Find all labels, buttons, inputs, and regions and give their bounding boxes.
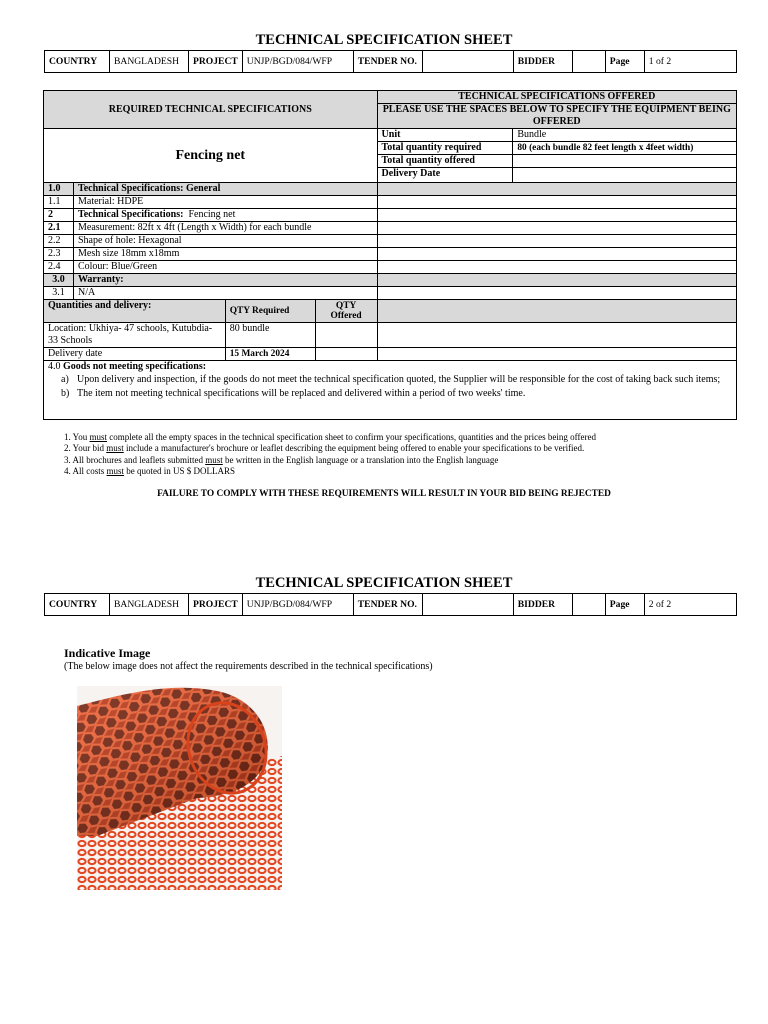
qty-offered-heading: QTY Offered	[315, 300, 377, 323]
spec-offered	[377, 209, 736, 222]
location-offered	[377, 323, 736, 348]
qty-heading: Quantities and delivery:	[44, 300, 226, 323]
goods-heading: Goods not meeting specifications:	[63, 361, 207, 372]
goods-item-text: Upon delivery and inspection, if the goods do not meet the technical specification quoted, the Supplier will be responsible for the cost of taking back such items;	[77, 374, 721, 385]
delivery-value: 15 March 2024	[225, 348, 315, 361]
spec-text: Warranty:	[73, 274, 377, 287]
meta-value: Bundle	[513, 129, 737, 142]
meta-label: Total quantity required	[377, 142, 513, 155]
spec-text: N/A	[73, 287, 377, 300]
spec-offered	[377, 287, 736, 300]
note-text: 4. All costs	[64, 465, 107, 476]
tender-value	[422, 594, 513, 616]
location-qty-offered	[315, 323, 377, 348]
note-text: be quoted in US $ DOLLARS	[124, 465, 236, 476]
goods-num: 4.0	[48, 361, 61, 372]
page-title: TECHNICAL SPECIFICATION SHEET	[255, 575, 513, 591]
spec-text: Colour: Blue/Green	[73, 261, 377, 274]
project-value: UNJP/BGD/084/WFP	[242, 594, 353, 616]
location-qty: 80 bundle	[225, 323, 315, 348]
meta-value	[513, 155, 737, 168]
note-text: 2. Your bid	[64, 443, 107, 454]
note-emphasis: must	[89, 432, 108, 442]
spec-text: Shape of hole: Hexagonal	[73, 235, 377, 248]
delivery-offered-spec	[377, 348, 736, 361]
spec-offered	[377, 248, 736, 261]
note-item	[64, 443, 596, 454]
spec-num: 2	[44, 209, 74, 222]
fencing-net-image	[77, 686, 282, 890]
rejection-warning: FAILURE TO COMPLY WITH THESE REQUIREMENTS WILL RESULT IN YOUR BID BEING REJECTED	[157, 489, 611, 499]
header-table	[44, 50, 737, 73]
project-value: UNJP/BGD/084/WFP	[242, 51, 353, 73]
meta-value: 80 (each bundle 82 feet length x 4feet width)	[513, 142, 737, 155]
tender-label: TENDER NO.	[353, 594, 422, 616]
required-heading: REQUIRED TECHNICAL SPECIFICATIONS	[44, 91, 378, 129]
note-text: 1. You	[64, 432, 90, 442]
bidder-value	[572, 594, 605, 616]
goods-item-text: The item not meeting technical specifications will be replaced and delivered within a period of two weeks' time.	[77, 388, 526, 399]
spec-num: 3.0	[44, 274, 74, 287]
spec-num: 2.2	[44, 235, 74, 248]
note-item	[64, 432, 596, 443]
spec-offered	[377, 235, 736, 248]
note-text: be written in the English language or a translation into the English language	[222, 454, 499, 465]
offered-heading: TECHNICAL SPECIFICATIONS OFFERED	[377, 91, 736, 104]
goods-list	[48, 373, 732, 400]
spec-text: Technical Specifications: General	[73, 183, 377, 196]
page-label: Page	[605, 51, 644, 73]
spec-text-plain: Fencing net	[188, 209, 236, 220]
spec-num: 3.1	[44, 287, 74, 300]
spec-table	[43, 90, 737, 420]
page-value: 1 of 2	[644, 51, 736, 73]
project-label: PROJECT	[189, 51, 243, 73]
goods-item	[48, 387, 732, 400]
country-value: BANGLADESH	[110, 51, 189, 73]
page-label: Page	[605, 594, 644, 616]
delivery-label: Delivery date	[44, 348, 226, 361]
goods-item-mark: a)	[61, 374, 69, 385]
meta-label: Total quantity offered	[377, 155, 513, 168]
country-value: BANGLADESH	[110, 594, 189, 616]
spec-num: 1.0	[44, 183, 74, 196]
bidder-value	[572, 51, 605, 73]
indicative-heading: Indicative Image	[64, 646, 151, 660]
spec-offered	[377, 274, 736, 287]
header-table	[44, 593, 737, 616]
offered-instruction: PLEASE USE THE SPACES BELOW TO SPECIFY THE EQUIPMENT BEING OFFERED	[377, 104, 736, 129]
note-text: complete all the empty spaces in the technical specification sheet to confirm your specifications, quantities and the prices being offered	[107, 432, 596, 442]
spec-text: Measurement: 82ft x 4ft (Length x Width) for each bundle	[73, 222, 377, 235]
bidder-label: BIDDER	[513, 594, 572, 616]
spec-num: 2.1	[44, 222, 74, 235]
meta-label: Delivery Date	[377, 168, 513, 183]
spec-text	[73, 209, 377, 222]
delivery-offered	[315, 348, 377, 361]
note-emphasis: must	[106, 465, 125, 476]
country-label: COUNTRY	[45, 51, 110, 73]
meta-label: Unit	[377, 129, 513, 142]
spec-offered	[377, 261, 736, 274]
spec-offered	[377, 222, 736, 235]
spec-text: Material: HDPE	[73, 196, 377, 209]
qty-offered-cell	[377, 300, 736, 323]
spec-text: Mesh size 18mm x18mm	[73, 248, 377, 261]
location-cell: Location: Ukhiya- 47 schools, Kutubdia-33 Schools	[44, 323, 226, 348]
note-emphasis: must	[106, 443, 124, 454]
tender-value	[422, 51, 513, 73]
country-label: COUNTRY	[45, 594, 110, 616]
note-item	[64, 466, 596, 477]
goods-section	[44, 361, 737, 420]
note-emphasis: must	[205, 454, 223, 465]
spec-num: 2.3	[44, 248, 74, 261]
spec-offered	[377, 196, 736, 209]
page-title: TECHNICAL SPECIFICATION SHEET	[255, 32, 513, 48]
goods-item-mark: b)	[61, 388, 70, 399]
bidder-label: BIDDER	[513, 51, 572, 73]
spec-offered	[377, 183, 736, 196]
tender-label: TENDER NO.	[353, 51, 422, 73]
note-item	[64, 455, 596, 466]
qty-required-heading: QTY Required	[225, 300, 315, 323]
page-value: 2 of 2	[644, 594, 736, 616]
spec-num: 2.4	[44, 261, 74, 274]
meta-value	[513, 168, 737, 183]
indicative-note: (The below image does not affect the requirements described in the technical specifications)	[64, 661, 433, 672]
note-text: 3. All brochures and leaflets submitted	[64, 454, 206, 465]
spec-num: 1.1	[44, 196, 74, 209]
goods-heading-line	[48, 361, 732, 373]
notes-list	[64, 432, 596, 477]
spec-text-bold: Technical Specifications:	[77, 209, 184, 220]
note-text: include a manufacturer's brochure or leaflet describing the equipment being offered to enable your specifications to be verified.	[123, 443, 585, 454]
project-label: PROJECT	[189, 594, 243, 616]
item-name: Fencing net	[44, 129, 378, 183]
goods-item	[48, 373, 732, 386]
